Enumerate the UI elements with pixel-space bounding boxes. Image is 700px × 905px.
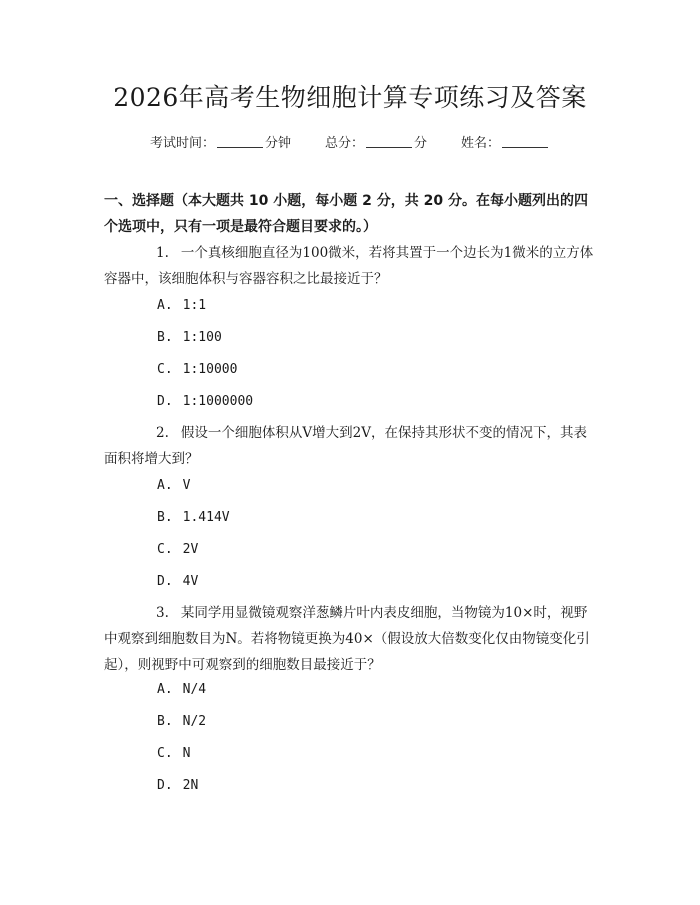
exam-time-field xyxy=(150,132,291,151)
exam-time-blank xyxy=(217,135,263,148)
option-text: 2N xyxy=(182,778,199,793)
option-text: 1:100 xyxy=(182,330,222,345)
exam-meta-line xyxy=(0,132,700,151)
option-text: N/2 xyxy=(182,714,207,729)
option-text: 2V xyxy=(182,542,199,557)
option-label: D. xyxy=(157,574,173,589)
question-3 xyxy=(104,600,600,678)
total-score-field xyxy=(325,132,427,151)
question-3-option-c xyxy=(157,746,190,761)
option-text: N/4 xyxy=(182,682,207,697)
question-text: 假设一个细胞体积从V增大到2V，在保持其形状不变的情况下，其表面积将增大到？ xyxy=(104,425,587,467)
option-label: C. xyxy=(157,746,173,761)
option-text: N xyxy=(182,746,191,761)
total-score-unit: 分 xyxy=(414,136,428,151)
option-label: C. xyxy=(157,362,173,377)
exam-time-unit: 分钟 xyxy=(264,136,291,151)
question-number: 1. xyxy=(156,245,169,261)
student-name-label: 姓名： xyxy=(461,136,501,151)
question-text: 一个真核细胞直径为100微米，若将其置于一个边长为1微米的立方体容器中，该细胞体积与容器容积之比最接近于？ xyxy=(104,245,594,287)
option-text: 1:1 xyxy=(182,298,207,313)
question-2-option-d xyxy=(157,574,198,589)
option-label: A. xyxy=(157,682,173,697)
question-3-option-b xyxy=(157,714,206,729)
option-label: A. xyxy=(157,298,173,313)
option-label: A. xyxy=(157,478,173,493)
question-3-option-d xyxy=(157,778,198,793)
exam-time-label: 考试时间： xyxy=(149,136,215,151)
question-3-option-a xyxy=(157,682,206,697)
question-2 xyxy=(104,420,600,472)
question-2-option-a xyxy=(157,478,190,493)
option-text: 1:1000000 xyxy=(182,394,254,409)
total-score-blank xyxy=(366,135,412,148)
question-1-option-a xyxy=(157,298,206,313)
question-number: 3. xyxy=(156,605,169,621)
option-label: D. xyxy=(157,778,173,793)
option-text: 4V xyxy=(182,574,199,589)
page-title: 2026年高考生物细胞计算专项练习及答案 xyxy=(113,83,587,112)
option-label: C. xyxy=(157,542,173,557)
student-name-field xyxy=(461,132,550,151)
question-1 xyxy=(104,240,600,292)
student-name-blank xyxy=(502,135,548,148)
option-label: D. xyxy=(157,394,173,409)
option-label: B. xyxy=(157,714,173,729)
total-score-label: 总分： xyxy=(324,136,364,151)
question-2-option-b xyxy=(157,510,230,525)
question-number: 2. xyxy=(156,425,169,441)
question-text: 某同学用显微镜观察洋葱鳞片叶内表皮细胞，当物镜为10×时，视野中观察到细胞数目为N。若将物镜更换为40×（假设放大倍数变化仅由物镜变化引起），则视野中可观察到的细胞数目最接近于？ xyxy=(104,605,590,673)
option-text: 1.414V xyxy=(182,510,230,525)
option-label: B. xyxy=(157,510,173,525)
question-1-option-d xyxy=(157,394,253,409)
question-2-option-c xyxy=(157,542,198,557)
option-label: B. xyxy=(157,330,173,345)
section-heading: 一、选择题（本大题共 10 小题，每小题 2 分，共 20 分。在每小题列出的四个选项中，只有一项是最符合题目要求的。） xyxy=(104,193,588,235)
option-text: V xyxy=(182,478,191,493)
option-text: 1:10000 xyxy=(182,362,238,377)
question-1-option-b xyxy=(157,330,222,345)
question-1-option-c xyxy=(157,362,237,377)
